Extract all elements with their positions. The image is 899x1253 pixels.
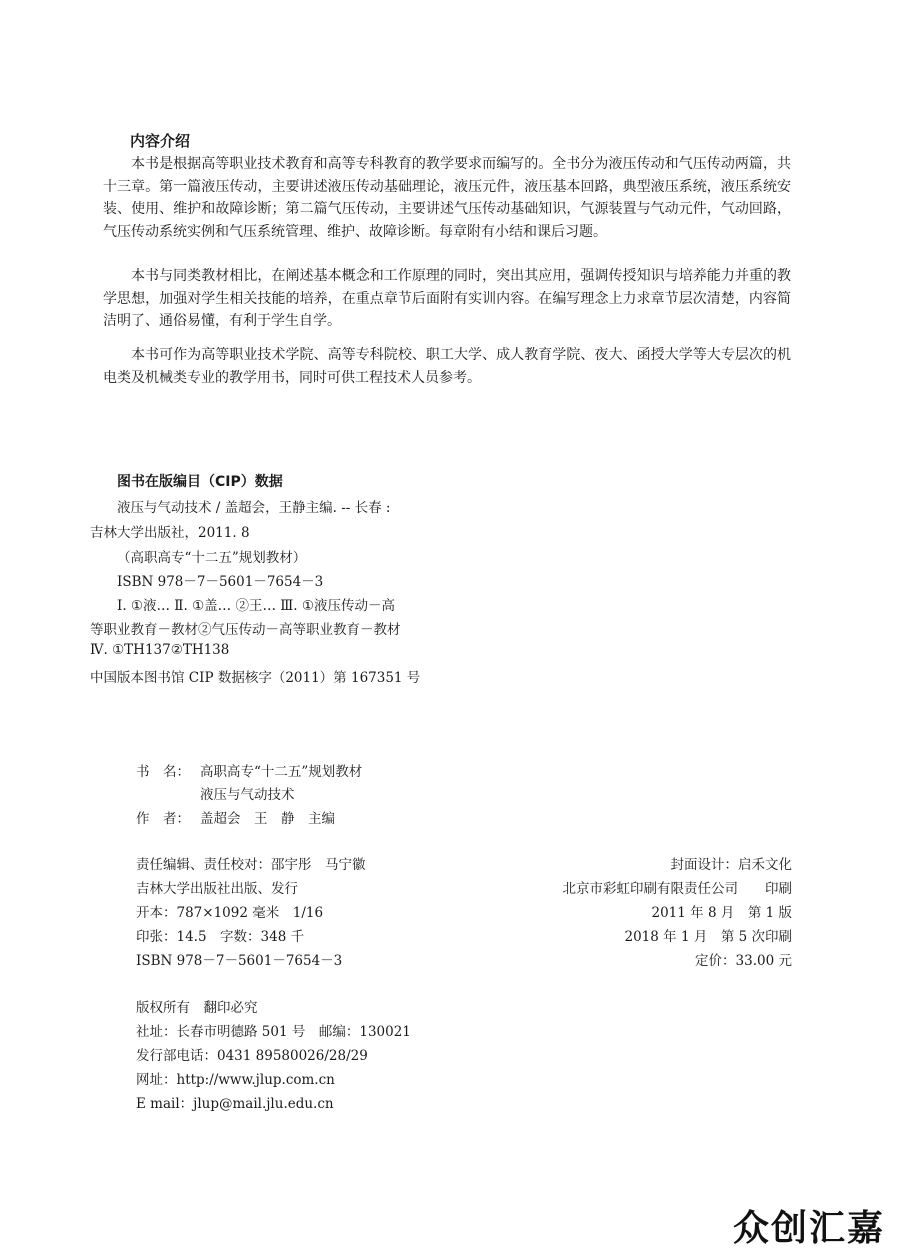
book-title: 液压与气动技术: [200, 787, 295, 803]
address: 社址：长春市明德路 501 号 邮编：130021: [136, 1024, 411, 1040]
cip-line-7: Ⅳ. ①TH137②TH138: [90, 642, 230, 658]
website: 网址：http://www.jlup.com.cn: [136, 1072, 335, 1088]
pub-row-3: [136, 901, 792, 921]
cip-title: 图书在版编目（CIP）数据: [117, 474, 283, 490]
book-format: 开本：787×1092 毫米 1/16: [136, 905, 324, 921]
pub-row-4: [136, 925, 792, 945]
print-sheets: 印张：14.5 字数：348 千: [136, 929, 305, 945]
isbn: ISBN 978－7－5601－7654－3: [136, 953, 343, 969]
cover-design: 封面设计：启禾文化: [670, 857, 792, 873]
phone: 发行部电话：0431 89580026/28/29: [136, 1048, 368, 1064]
printing: 2018 年 1 月 第 5 次印刷: [624, 929, 792, 945]
book-title-label: 书 名：: [136, 764, 190, 780]
email: E mail：jlup@mail.jlu.edu.cn: [136, 1096, 334, 1112]
watermark-logo: 众创汇嘉: [732, 1208, 885, 1249]
edition: 2011 年 8 月 第 1 版: [651, 905, 792, 921]
price: 定价：33.00 元: [695, 953, 792, 969]
cip-line-8: 中国版本图书馆 CIP 数据核字（2011）第 167351 号: [90, 670, 421, 686]
copyright-notice: 版权所有 翻印必究: [136, 1000, 258, 1016]
cip-line-4: ISBN 978－7－5601－7654－3: [117, 574, 324, 590]
pub-row-2: [136, 877, 792, 897]
cip-line-5: Ⅰ. ①液… Ⅱ. ①盖… ②王… Ⅲ. ①液压传动－高: [117, 598, 395, 614]
printer: 北京市彩虹印刷有限责任公司 印刷: [562, 881, 792, 897]
intro-paragraph-3: 本书可作为高等职业技术学院、高等专科院校、职工大学、成人教育学院、夜大、函授大学等大专层次的机电类及机械类专业的教学用书，同时可供工程技术人员参考。: [103, 347, 791, 386]
author-value: 盖超会 王 静 主编: [200, 811, 335, 827]
intro-paragraph-1: 本书是根据高等职业技术教育和高等专科教育的教学要求而编写的。全书分为液压传动和气压传动两篇，共十三章。第一篇液压传动，主要讲述液压传动基础理论，液压元件，液压基本回路，典型液压系统，液压系统安装、使用、维护和故障诊断；第二篇气压传动，主要讲述气压传动基础知识，气源装置与气动元件，气动回路，气压传动系统实例和气压系统管理、维护、故障诊断。每章附有小结和课后习题。: [103, 156, 791, 240]
publisher: 吉林大学出版社出版、发行: [136, 881, 298, 897]
author-label: 作 者：: [136, 811, 190, 827]
intro-paragraph-2: 本书与同类教材相比，在阐述基本概念和工作原理的同时，突出其应用，强调传授知识与培养能力并重的教学思想，加强对学生相关技能的培养，在重点章节后面附有实训内容。在编写理念上力求章节层次清楚，内容简洁明了、通俗易懂，有利于学生自学。: [103, 268, 791, 329]
pub-row-5: [136, 949, 792, 969]
book-series: 高职高专“十二五”规划教材: [200, 764, 363, 780]
pub-row-1: [136, 853, 792, 873]
cip-line-3: （高职高专“十二五”规划教材）: [117, 550, 307, 566]
intro-title: 内容介绍: [130, 132, 191, 150]
responsible-editor: 责任编辑、责任校对：邵宇彤 马宁徽: [136, 857, 366, 873]
cip-line-6: 等职业教育－教材②气压传动－高等职业教育－教材: [90, 622, 401, 638]
cip-line-2: 吉林大学出版社，2011. 8: [90, 525, 250, 541]
cip-line-1: 液压与气动技术 / 盖超会，王静主编. -- 长春 :: [117, 500, 391, 516]
